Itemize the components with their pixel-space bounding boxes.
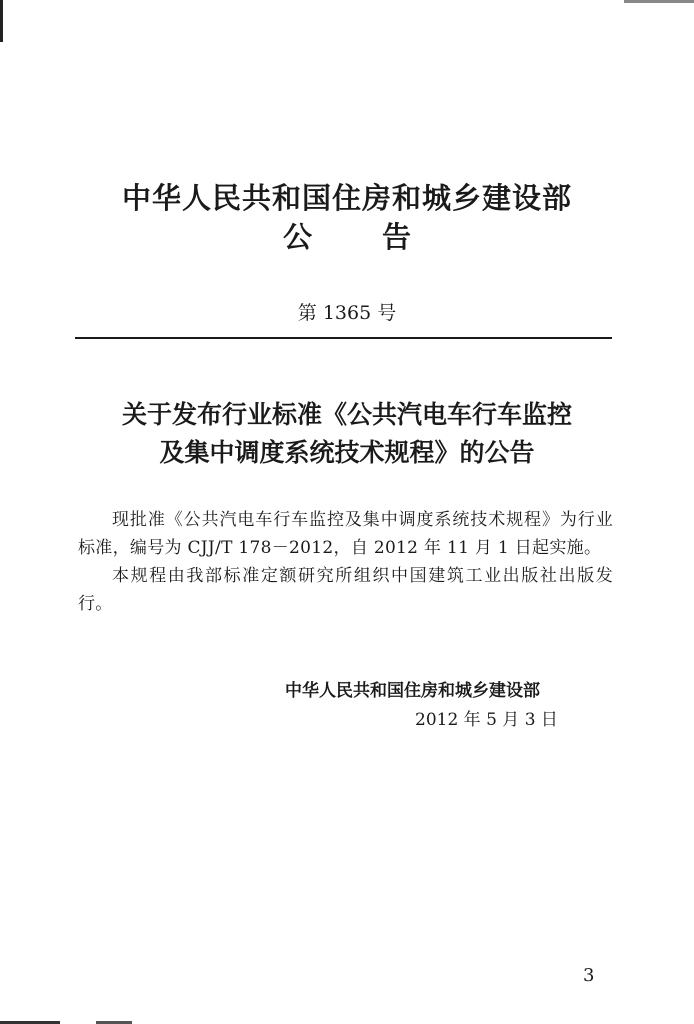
notice-title-line-2: 及集中调度系统技术规程》的公告 bbox=[159, 438, 535, 467]
scan-edge-mark bbox=[624, 0, 694, 3]
notice-title bbox=[0, 396, 694, 472]
page-number: 3 bbox=[583, 965, 595, 986]
header-divider bbox=[75, 337, 612, 339]
signature-issuer: 中华人民共和国住房和城乡建设部 bbox=[285, 681, 540, 701]
body-paragraph-2: 本规程由我部标准定额研究所组织中国建筑工业出版社出版发行。 bbox=[78, 566, 613, 614]
notice-number: 第 1365 号 bbox=[297, 302, 397, 324]
signature-date: 2012 年 5 月 3 日 bbox=[415, 710, 558, 730]
notice-title-line-1: 关于发布行业标准《公共汽电车行车监控 bbox=[121, 400, 572, 429]
issuing-authority: 中华人民共和国住房和城乡建设部 bbox=[121, 181, 572, 215]
notice-body bbox=[78, 506, 613, 618]
scan-edge-mark bbox=[0, 0, 3, 42]
notice-heading: 公告 bbox=[282, 220, 481, 254]
body-paragraph-1: 现批准《公共汽电车行车监控及集中调度系统技术规程》为行业标准，编号为 CJJ/T 178－2012，自 2012 年 11 月 1 日起实施。 bbox=[78, 510, 613, 558]
